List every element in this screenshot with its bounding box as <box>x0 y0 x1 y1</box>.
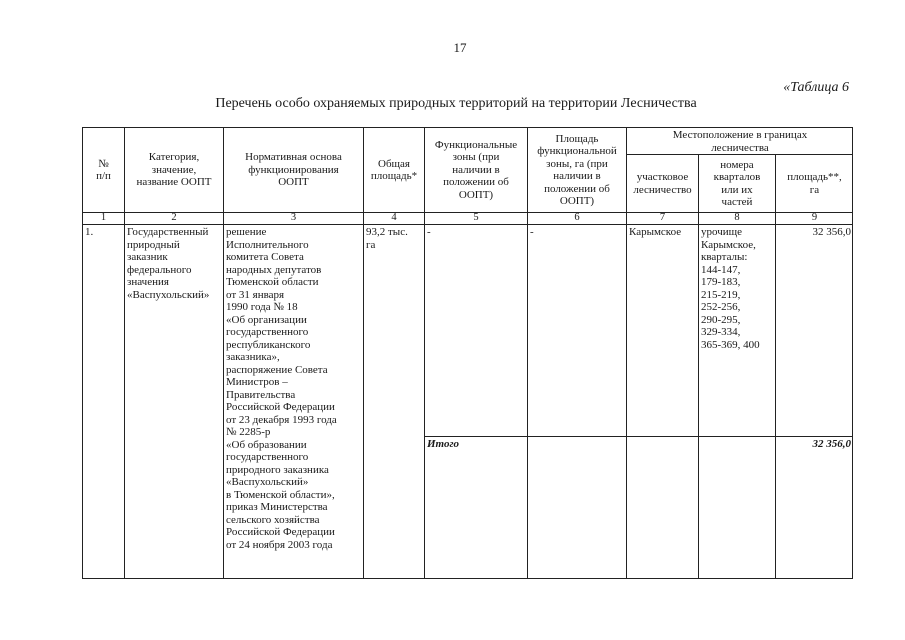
column-number: 6 <box>527 212 626 224</box>
row-total-area: 93,2 тыс. га <box>363 224 424 579</box>
document-title: Перечень особо охраняемых природных территорий на территории Лесничества <box>215 96 697 111</box>
row-quarters: урочище Карымское, кварталы: 144-147, 179-183, 215-219, 252-256, 290-295, 329-334, 365-369, 400 <box>698 224 775 436</box>
page-number: 17 <box>453 40 467 55</box>
table-label: «Таблица 6 <box>783 80 849 95</box>
header-zone-area: Площадь функциональной зоны, га (при наличии в положении об ООПТ) <box>527 127 626 212</box>
row-district: Карымское <box>626 224 698 436</box>
header-category: Категория, значение, название ООПТ <box>124 127 223 212</box>
header-district: участковое лесничество <box>626 154 698 212</box>
row-category: Государственный природный заказник федерального значения «Васпухольский» <box>124 224 223 579</box>
total-empty-cell <box>698 436 775 579</box>
protected-areas-table <box>82 127 853 579</box>
column-number: 5 <box>424 212 527 224</box>
column-number: 4 <box>363 212 424 224</box>
total-empty-cell <box>527 436 626 579</box>
total-area: 32 356,0 <box>775 436 853 579</box>
row-legal-basis: решение Исполнительного комитета Совета народных депутатов Тюменской области от 31 января 1990 года № 18 «Об организации государственного республиканского заказника», распоряжение Совета Министров – Правительства Российской Федерации от 23 декабря 1993 года № 2285-р «Об образовании государственного природного заказника «Васпухольский» в Тюменской области», приказ Министерства сельского хозяйства Российской Федерации от 24 ноября 2003 года <box>223 224 363 579</box>
header-quarters: номера кварталов или их частей <box>698 154 775 212</box>
header-legal-basis: Нормативная основа функционирования ООПТ <box>223 127 363 212</box>
header-total-area: Общая площадь* <box>363 127 424 212</box>
row-zone-area: - <box>527 224 626 436</box>
header-functional-zones: Функциональные зоны (при наличии в положении об ООПТ) <box>424 127 527 212</box>
column-number: 2 <box>124 212 223 224</box>
header-location-group: Местоположение в границах лесничества <box>626 127 853 154</box>
column-number: 3 <box>223 212 363 224</box>
column-number: 9 <box>775 212 853 224</box>
total-label: Итого <box>424 436 527 579</box>
header-area: площадь**, га <box>775 154 853 212</box>
column-number: 8 <box>698 212 775 224</box>
column-number: 7 <box>626 212 698 224</box>
row-number: 1. <box>82 224 124 579</box>
header-number: № п/п <box>82 127 124 212</box>
total-empty-cell <box>626 436 698 579</box>
row-area: 32 356,0 <box>775 224 853 436</box>
column-number: 1 <box>82 212 124 224</box>
row-zones: - <box>424 224 527 436</box>
